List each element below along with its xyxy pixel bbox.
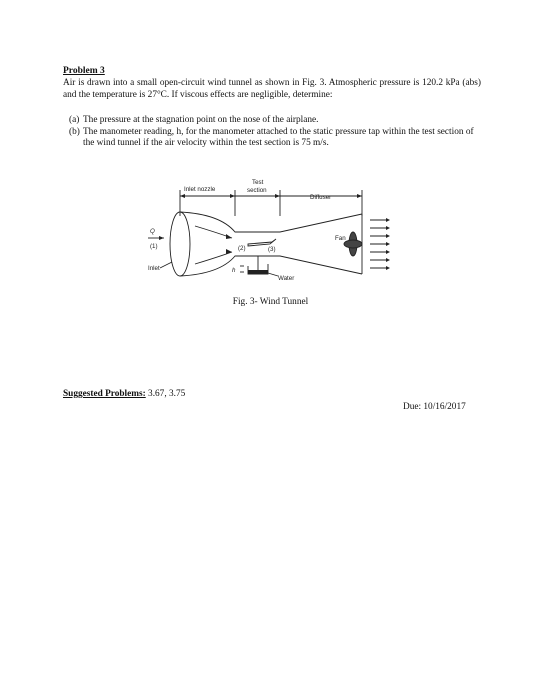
problem-heading: Problem 3 [63, 66, 105, 76]
problem-intro: Air is drawn into a small open-circuit wind tunnel as shown in Fig. 3. Atmospheric pressure is 120.2 kPa (abs) and the temperature is 27°C. If viscous effects are negligible, determine: [63, 78, 481, 100]
part-label: (a) [69, 115, 80, 125]
problem-parts-list [69, 115, 483, 150]
inlet-leader [160, 262, 172, 268]
wind-tunnel-figure [140, 176, 400, 288]
label-inlet: Inlet [148, 265, 160, 272]
manometer-water [248, 270, 268, 274]
part-text: The manometer reading, h, for the manometer attached to the static pressure tap within the test section of the wind tunnel if the air velocity within the test section is 75 m/s. [83, 126, 474, 148]
airplane-model [248, 239, 276, 246]
label-section: section [247, 187, 267, 194]
dimension-arrowhead [230, 194, 235, 198]
label-point-2: (2) [238, 245, 246, 252]
due-date: Due: 10/16/2017 [403, 402, 466, 412]
problem-part-b [69, 127, 483, 150]
label-q: Q [150, 228, 155, 235]
label-diffuser: Diffuser [310, 194, 332, 201]
label-point-3: (3) [268, 246, 276, 253]
label-h: h [232, 267, 236, 274]
fan-blade [344, 240, 362, 248]
label-point-1: (1) [150, 243, 158, 250]
tunnel-top-wall [180, 212, 362, 232]
problem-part-a [69, 115, 483, 127]
suggested-value: 3.67, 3.75 [145, 389, 186, 399]
tunnel-bottom-wall [180, 256, 362, 276]
suggested-label: Suggested Problems: [63, 389, 146, 399]
label-water: Water [278, 275, 295, 282]
inlet-mouth [170, 212, 190, 276]
figure-caption: Fig. 3- Wind Tunnel [232, 297, 309, 307]
dimension-arrowhead [275, 194, 280, 198]
flow-arrowhead [226, 234, 232, 239]
label-fan: Fan [335, 235, 346, 242]
part-text: The pressure at the stagnation point on the nose of the airplane. [83, 115, 319, 125]
label-inlet-nozzle: Inlet nozzle [184, 186, 216, 193]
water-leader [268, 273, 278, 276]
label-test: Test [252, 179, 264, 186]
q-arrowhead [159, 236, 164, 240]
suggested-problems [63, 389, 185, 399]
dimension-arrowhead [180, 194, 185, 198]
dimension-arrowhead [357, 194, 362, 198]
part-label: (b) [69, 126, 80, 137]
